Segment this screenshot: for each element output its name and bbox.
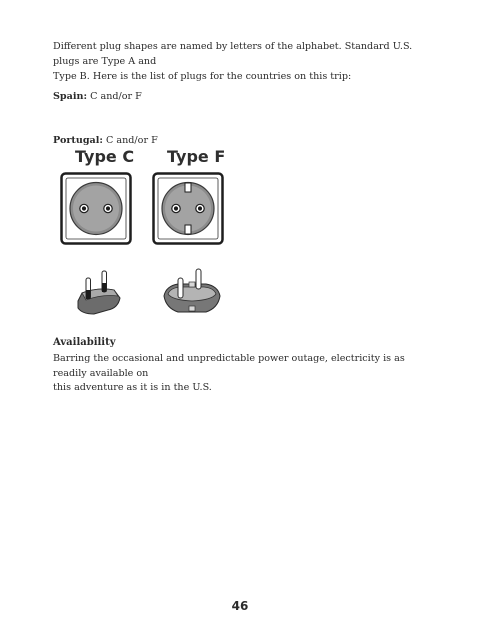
type-f-label: Type F [167,147,226,166]
country-spain [53,90,142,104]
type-c-socket-illustration [60,172,132,246]
country-label: Spain: [53,91,88,102]
page-number: 46 [231,599,249,613]
country-label: Portugal: [53,135,103,146]
type-c-label: Type C [75,147,135,166]
type-f-plug-illustration [160,266,224,320]
type-c-plug-illustration [72,268,128,318]
country-portugal [53,134,158,148]
intro-line-1: Different plug shapes are named by letters of the alphabet. Standard U.S. plugs are Type A and [53,41,413,67]
intro-paragraph [53,39,433,84]
country-value: C and/or F [106,135,158,146]
availability-line-1: Barring the occasional and unpredictable power outage, electricity is as readily available on [53,353,405,379]
intro-line-2: Type B. Here is the list of plugs for the countries on this trip: [53,71,352,82]
availability-heading: Availability [53,337,116,348]
type-f-socket-illustration [152,172,224,246]
availability-paragraph [53,352,433,396]
availability-line-2: this adventure as it is in the U.S. [53,382,212,393]
country-value: C and/or F [90,91,142,102]
